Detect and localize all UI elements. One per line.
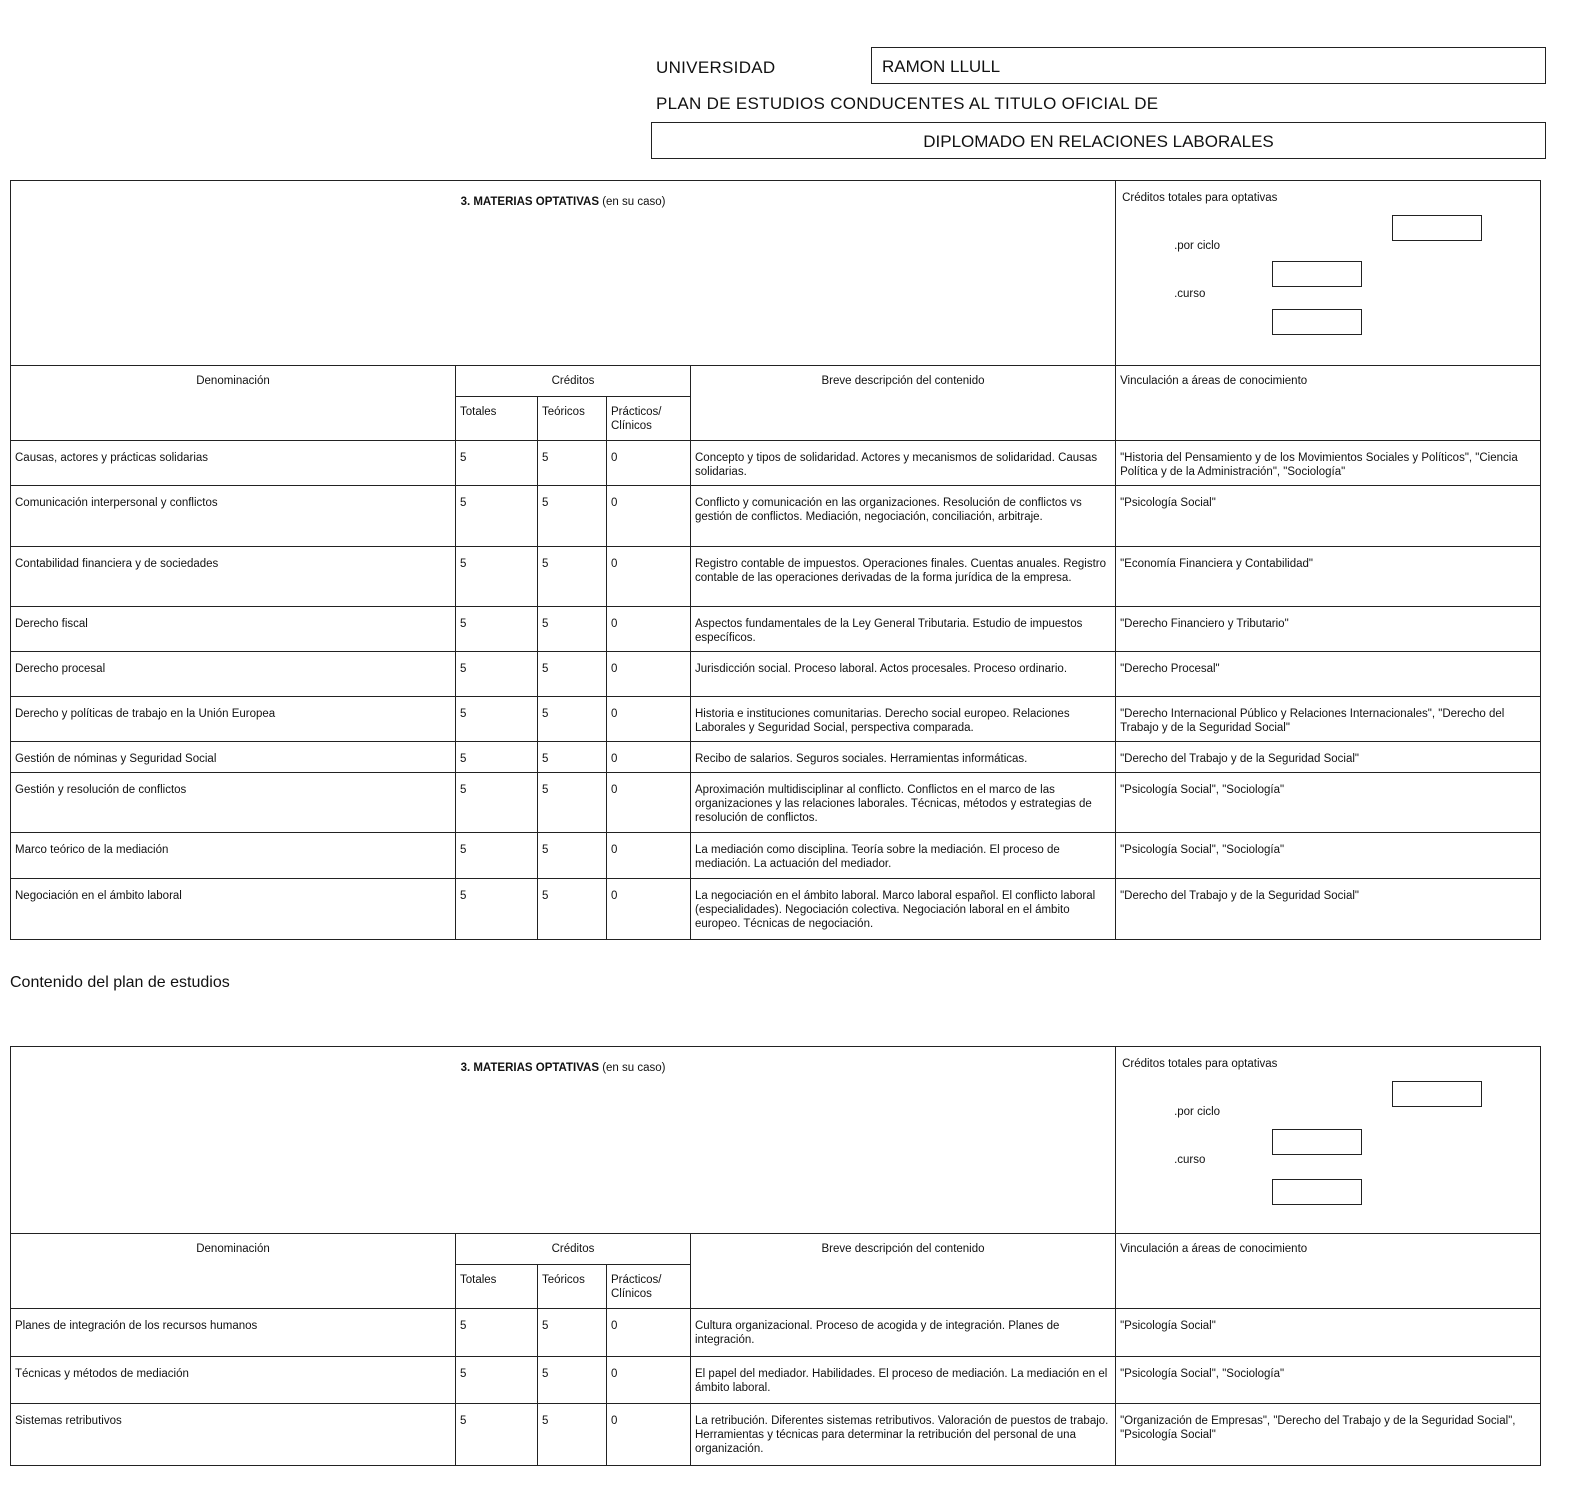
table-row [11, 879, 1541, 940]
subject-name: Planes de integración de los recursos humanos [11, 1309, 456, 1357]
credits-teoricos: 5 [538, 833, 607, 879]
credits-total-label: Créditos totales para optativas [1122, 1058, 1278, 1070]
col-vinculacion: Vinculación a áreas de conocimiento [1116, 1234, 1541, 1309]
content-description: Registro contable de impuestos. Operaciones finales. Cuentas anuales. Registro contable de las operaciones derivadas de la forma jurídica de la empresa. [691, 547, 1116, 607]
content-description: Recibo de salarios. Seguros sociales. Herramientas informáticas. [691, 742, 1116, 773]
credits-practicos: 0 [607, 547, 691, 607]
content-description: Aspectos fundamentales de la Ley General Tributaria. Estudio de impuestos específicos. [691, 607, 1116, 652]
credits-teoricos: 5 [538, 607, 607, 652]
table-row [11, 742, 1541, 773]
credits-practicos: 0 [607, 1309, 691, 1357]
subject-name: Sistemas retributivos [11, 1404, 456, 1466]
col-creditos: Créditos [456, 366, 691, 397]
content-description: La negociación en el ámbito laboral. Marco laboral español. El conflicto laboral (especialidades). Negociación colectiva. Negociación laboral en el ámbito europeo. Técnicas de negociación. [691, 879, 1116, 940]
knowledge-area: "Organización de Empresas", "Derecho del Trabajo y de la Seguridad Social", "Psicología Social" [1116, 1404, 1541, 1466]
knowledge-area: "Psicología Social", "Sociología" [1116, 1357, 1541, 1404]
credits-box [1116, 1047, 1541, 1234]
credits-teoricos: 5 [538, 1357, 607, 1404]
credits-practicos: 0 [607, 607, 691, 652]
table-row [11, 652, 1541, 697]
col-descripcion: Breve descripción del contenido [691, 366, 1116, 441]
knowledge-area: "Derecho del Trabajo y de la Seguridad Social" [1116, 742, 1541, 773]
credits-totales: 5 [456, 1357, 538, 1404]
col-creditos: Créditos [456, 1234, 691, 1265]
curso-label: .curso [1174, 288, 1206, 300]
knowledge-area: "Psicología Social", "Sociología" [1116, 833, 1541, 879]
knowledge-area: "Economía Financiera y Contabilidad" [1116, 547, 1541, 607]
col-teoricos: Teóricos [538, 397, 607, 441]
optativas-table-1 [10, 180, 1541, 940]
subject-name: Causas, actores y prácticas solidarias [11, 441, 456, 486]
credits-practicos: 0 [607, 652, 691, 697]
por-ciclo-label: .por ciclo [1174, 1106, 1221, 1118]
knowledge-area: "Derecho Internacional Público y Relaciones Internacionales", "Derecho del Trabajo y de la Seguridad Social" [1116, 697, 1541, 742]
credits-total-field[interactable] [1392, 1081, 1482, 1107]
col-totales: Totales [456, 397, 538, 441]
university-value: RAMON LLULL [871, 47, 1546, 84]
subject-name: Derecho y políticas de trabajo en la Unión Europea [11, 697, 456, 742]
knowledge-area: "Historia del Pensamiento y de los Movimientos Sociales y Políticos", "Ciencia Política y de la Administración", "Sociología" [1116, 441, 1541, 486]
credits-totales: 5 [456, 1309, 538, 1357]
table-row [11, 1404, 1541, 1466]
credits-practicos: 0 [607, 486, 691, 547]
credits-teoricos: 5 [538, 652, 607, 697]
subject-name: Gestión y resolución de conflictos [11, 773, 456, 833]
table-row [11, 833, 1541, 879]
credits-teoricos: 5 [538, 486, 607, 547]
knowledge-area: "Derecho del Trabajo y de la Seguridad Social" [1116, 879, 1541, 940]
table-row [11, 547, 1541, 607]
col-denominacion: Denominación [11, 366, 456, 441]
content-description: La mediación como disciplina. Teoría sobre la mediación. El proceso de mediación. La actuación del mediador. [691, 833, 1116, 879]
table-row [11, 607, 1541, 652]
optativas-table-2 [10, 1046, 1541, 1466]
credits-teoricos: 5 [538, 773, 607, 833]
content-description: Aproximación multidisciplinar al conflicto. Conflictos en el marco de las organizaciones y las relaciones laborales. Técnicas, métodos y estrategias de resolución de conflictos. [691, 773, 1116, 833]
subject-name: Técnicas y métodos de mediación [11, 1357, 456, 1404]
table-row [11, 1357, 1541, 1404]
knowledge-area: "Psicología Social" [1116, 1309, 1541, 1357]
credits-teoricos: 5 [538, 697, 607, 742]
credits-totales: 5 [456, 547, 538, 607]
col-teoricos: Teóricos [538, 1265, 607, 1309]
content-description: Jurisdicción social. Proceso laboral. Actos procesales. Proceso ordinario. [691, 652, 1116, 697]
credits-practicos: 0 [607, 697, 691, 742]
caption: Contenido del plan de estudios [10, 974, 230, 991]
content-description: El papel del mediador. Habilidades. El proceso de mediación. La mediación en el ámbito laboral. [691, 1357, 1116, 1404]
credits-practicos: 0 [607, 1357, 691, 1404]
university-label: UNIVERSIDAD [656, 58, 776, 77]
credits-totales: 5 [456, 833, 538, 879]
credits-teoricos: 5 [538, 879, 607, 940]
credits-box [1116, 181, 1541, 366]
knowledge-area: "Derecho Financiero y Tributario" [1116, 607, 1541, 652]
knowledge-area: "Psicología Social", "Sociología" [1116, 773, 1541, 833]
table-row [11, 697, 1541, 742]
credits-practicos: 0 [607, 879, 691, 940]
credits-totales: 5 [456, 486, 538, 547]
content-description: Cultura organizacional. Proceso de acogida y de integración. Planes de integración. [691, 1309, 1116, 1357]
curso-label: .curso [1174, 1154, 1206, 1166]
subject-name: Gestión de nóminas y Seguridad Social [11, 742, 456, 773]
credits-totales: 5 [456, 1404, 538, 1466]
credits-totales: 5 [456, 652, 538, 697]
credits-practicos: 0 [607, 742, 691, 773]
table-row [11, 486, 1541, 547]
curso-field[interactable] [1272, 1179, 1362, 1205]
degree-value: DIPLOMADO EN RELACIONES LABORALES [651, 122, 1546, 159]
por-ciclo-field[interactable] [1272, 261, 1362, 287]
content-description: Concepto y tipos de solidaridad. Actores y mecanismos de solidaridad. Causas solidarias. [691, 441, 1116, 486]
content-description: La retribución. Diferentes sistemas retributivos. Valoración de puestos de trabajo. Herramientas y técnicas para determinar la retribución del personal de una organización. [691, 1404, 1116, 1466]
por-ciclo-label: .por ciclo [1174, 240, 1221, 252]
credits-teoricos: 5 [538, 1404, 607, 1466]
subject-name: Negociación en el ámbito laboral [11, 879, 456, 940]
credits-totales: 5 [456, 697, 538, 742]
credits-totales: 5 [456, 742, 538, 773]
table-row [11, 441, 1541, 486]
col-totales: Totales [456, 1265, 538, 1309]
credits-total-field[interactable] [1392, 215, 1482, 241]
col-descripcion: Breve descripción del contenido [691, 1234, 1116, 1309]
credits-totales: 5 [456, 773, 538, 833]
credits-practicos: 0 [607, 833, 691, 879]
curso-field[interactable] [1272, 309, 1362, 335]
content-description: Conflicto y comunicación en las organizaciones. Resolución de conflictos vs gestión de conflictos. Mediación, negociación, conciliación, arbitraje. [691, 486, 1116, 547]
plan-label: PLAN DE ESTUDIOS CONDUCENTES AL TITULO OFICIAL DE [656, 94, 1159, 113]
credits-total-label: Créditos totales para optativas [1122, 192, 1278, 204]
section-title: 3. MATERIAS OPTATIVAS (en su caso) [11, 181, 1116, 366]
knowledge-area: "Derecho Procesal" [1116, 652, 1541, 697]
credits-practicos: 0 [607, 773, 691, 833]
knowledge-area: "Psicología Social" [1116, 486, 1541, 547]
content-description: Historia e instituciones comunitarias. Derecho social europeo. Relaciones Laborales y Seguridad Social, perspectiva comparada. [691, 697, 1116, 742]
por-ciclo-field[interactable] [1272, 1129, 1362, 1155]
credits-practicos: 0 [607, 1404, 691, 1466]
credits-teoricos: 5 [538, 742, 607, 773]
col-vinculacion: Vinculación a áreas de conocimiento [1116, 366, 1541, 441]
subject-name: Derecho procesal [11, 652, 456, 697]
credits-totales: 5 [456, 607, 538, 652]
credits-teoricos: 5 [538, 1309, 607, 1357]
col-practicos: Prácticos/ Clínicos [607, 1265, 691, 1309]
credits-teoricos: 5 [538, 441, 607, 486]
subject-name: Comunicación interpersonal y conflictos [11, 486, 456, 547]
table-row [11, 1309, 1541, 1357]
credits-totales: 5 [456, 879, 538, 940]
subject-name: Derecho fiscal [11, 607, 456, 652]
section-title: 3. MATERIAS OPTATIVAS (en su caso) [11, 1047, 1116, 1234]
subject-name: Contabilidad financiera y de sociedades [11, 547, 456, 607]
table-row [11, 773, 1541, 833]
credits-totales: 5 [456, 441, 538, 486]
credits-practicos: 0 [607, 441, 691, 486]
credits-teoricos: 5 [538, 547, 607, 607]
subject-name: Marco teórico de la mediación [11, 833, 456, 879]
col-denominacion: Denominación [11, 1234, 456, 1309]
col-practicos: Prácticos/ Clínicos [607, 397, 691, 441]
